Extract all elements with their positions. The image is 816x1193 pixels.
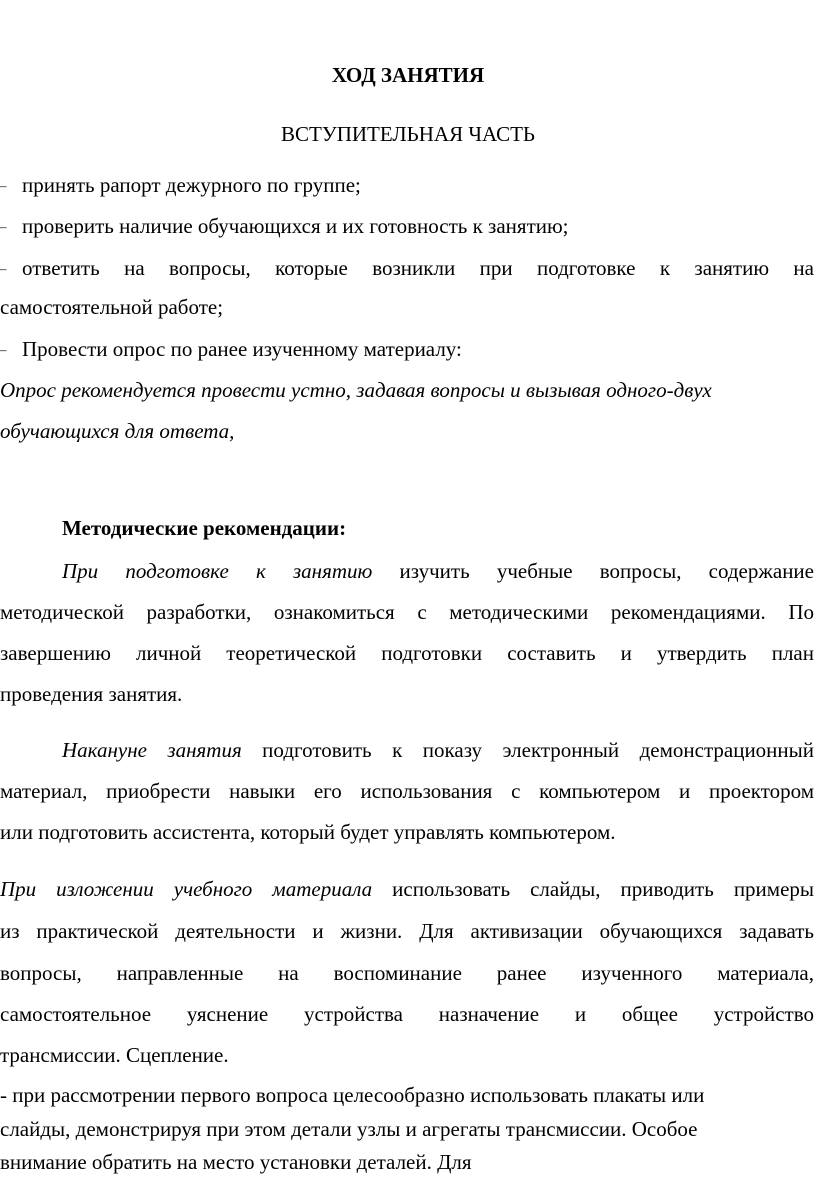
paragraph-text: - при рассмотрении первого вопроса целесообразно использовать плакаты или: [0, 1083, 705, 1107]
paragraph-text: материал, приобрести навыки его использования с компьютером и проектором: [0, 779, 814, 803]
note-text: Опрос рекомендуется провести устно, задавая вопросы и вызывая одного-двух: [0, 378, 712, 402]
paragraph-line: [0, 599, 814, 625]
note-text: обучающихся для ответа,: [0, 419, 235, 443]
dash-bullet: –: [0, 342, 7, 357]
paragraph-line: [0, 918, 814, 944]
dash-bullet: –: [0, 219, 7, 234]
paragraph-line: [62, 737, 814, 763]
paragraph-line: [0, 1149, 816, 1175]
paragraph-text: методической разработки, ознакомиться с методическими рекомендациями. По: [0, 600, 814, 624]
paragraph-text: завершению личной теоретической подготовки составить и утвердить план: [0, 641, 814, 665]
paragraph-emphasis: Накануне занятия: [62, 738, 242, 762]
paragraph-emphasis: При подготовке к занятию: [62, 559, 373, 583]
list-item: [0, 213, 816, 240]
dash-bullet: –: [0, 178, 7, 193]
paragraph-text: подготовить к показу электронный демонстрационный: [241, 738, 815, 762]
paragraph-line: [0, 960, 814, 986]
paragraph-line: [0, 681, 816, 707]
list-item-continuation: [0, 294, 816, 320]
list-item-text: самостоятельной работе;: [0, 295, 224, 319]
list-item-text: Провести опрос по ранее изученному материалу:: [22, 337, 462, 361]
paragraph-text: трансмиссии. Сцепление.: [0, 1043, 229, 1067]
list-item-text: ответить на вопросы, которые возникли при подготовке к занятию на: [22, 256, 814, 280]
paragraph-line: [0, 1001, 814, 1027]
paragraph-text: вопросы, направленные на воспоминание ранее изученного материала,: [0, 961, 814, 985]
section-heading-methodical: [62, 515, 816, 541]
paragraph-line: [0, 876, 814, 902]
paragraph-line: [62, 558, 814, 584]
paragraph-line: [0, 640, 814, 666]
paragraph-text: изучить учебные вопросы, содержание: [372, 559, 814, 583]
note-line: [0, 377, 816, 403]
page-title: [0, 62, 816, 88]
paragraph-text: или подготовить ассистента, который будет управлять компьютером.: [0, 820, 616, 844]
paragraph-emphasis: При изложении учебного материала: [0, 877, 373, 901]
paragraph-text: внимание обратить на место установки деталей. Для: [0, 1150, 472, 1174]
section-heading-intro: [0, 121, 816, 147]
section-heading-intro-text: ВСТУПИТЕЛЬНАЯ ЧАСТЬ: [281, 122, 535, 146]
paragraph-line: [0, 778, 814, 804]
list-item: [0, 255, 814, 282]
list-item-text: принять рапорт дежурного по группе;: [22, 173, 361, 197]
paragraph-text: использовать слайды, приводить примеры: [372, 877, 815, 901]
list-item-text: проверить наличие обучающихся и их готовность к занятию;: [22, 214, 569, 238]
paragraph-line: [0, 1042, 816, 1068]
paragraph-text: самостоятельное уяснение устройства назначение и общее устройство: [0, 1002, 814, 1026]
paragraph-line: [0, 1082, 816, 1108]
paragraph-text: слайды, демонстрируя при этом детали узлы и агрегаты трансмиссии. Особое: [0, 1117, 698, 1141]
dash-bullet: –: [0, 261, 7, 276]
paragraph-line: [0, 819, 816, 845]
paragraph-line: [0, 1116, 816, 1142]
page-title-text: ХОД ЗАНЯТИЯ: [331, 63, 485, 87]
paragraph-text: из практической деятельности и жизни. Для активизации обучающихся задавать: [0, 919, 814, 943]
section-heading-methodical-text: Методические рекомендации:: [62, 516, 347, 540]
list-item: [0, 336, 816, 363]
paragraph-text: проведения занятия.: [0, 682, 183, 706]
list-item: [0, 172, 816, 199]
note-line: [0, 418, 816, 444]
